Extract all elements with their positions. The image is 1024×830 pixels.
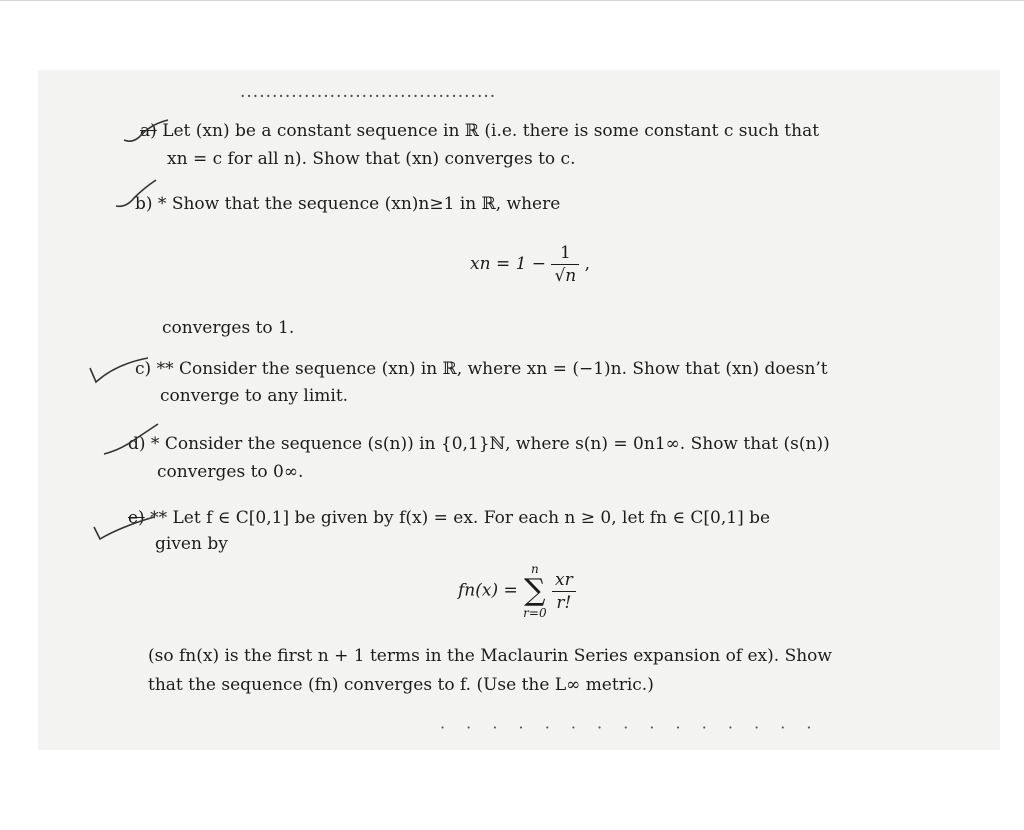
check-mark-c-icon [86,350,166,390]
formula-b-end: , [584,254,591,274]
check-mark-e-icon [90,505,170,545]
formula-e-denominator: r! [556,592,572,613]
part-d-line2: converges to 0∞. [157,462,304,482]
formula-e-numerator: xr [552,569,576,592]
formula-b [470,242,590,287]
part-c-text1: ** Consider the sequence (xn) in ℝ, where xn = (−1)n. Show that (xn) doesn’t [156,359,828,379]
formula-e [458,562,576,620]
formula-b-fraction [551,242,579,287]
top-rule [0,0,1024,1]
part-b-label: b) [135,194,153,214]
part-e-line4: that the sequence (fn) converges to f. (Use the L∞ metric.) [148,675,654,695]
formula-e-fraction [552,569,576,614]
summation-sigma-icon: ∑ [524,573,546,608]
check-mark-a-icon [120,118,180,148]
part-e-line1 [128,506,770,530]
part-a-line2: xn = c for all n). Show that (xn) converges to c. [167,149,576,169]
part-a-label: a) [140,121,157,141]
summation-upper-limit: n [531,562,539,576]
part-b-line2: converges to 1. [162,318,295,338]
part-e-line2: given by [155,534,228,554]
part-d-label: d) [128,434,146,454]
check-mark-d-icon [100,420,170,460]
formula-b-lhs: xn = 1 − [470,254,547,274]
part-b-line1 [135,192,560,216]
part-e-text1: ** Let f ∈ C[0,1] be given by f(x) = ex. For each n ≥ 0, let fn ∈ C[0,1] be [150,508,771,528]
part-c-line1 [135,357,828,381]
formula-e-summation [523,562,546,620]
part-a-text1: Let (xn) be a constant sequence in ℝ (i.e. there is some constant c such that [162,121,820,141]
part-b-text1: * Show that the sequence (xn)n≥1 in ℝ, where [157,194,561,214]
part-c-line2: converge to any limit. [160,386,349,406]
part-a-line1 [140,119,819,143]
formula-b-denominator: √n [554,266,577,286]
formula-b-numerator: 1 [551,242,579,265]
partial-header-text [240,82,760,94]
partial-footer-text: · · · · · · · · · · · · · · · [440,718,820,737]
check-mark-b-icon [110,178,170,218]
part-e-line3: (so fn(x) is the first n + 1 terms in the Maclaurin Series expansion of ex). Show [148,646,832,666]
formula-e-lhs: fn(x) = [458,580,518,601]
part-d-line1 [128,432,830,456]
part-c-label: c) [135,359,152,379]
summation-lower-limit: r=0 [523,606,547,620]
part-d-text1: * Consider the sequence (s(n)) in {0,1}ℕ, where s(n) = 0n1∞. Show that (s(n)) [150,434,830,454]
part-e-label: e) [128,508,145,528]
